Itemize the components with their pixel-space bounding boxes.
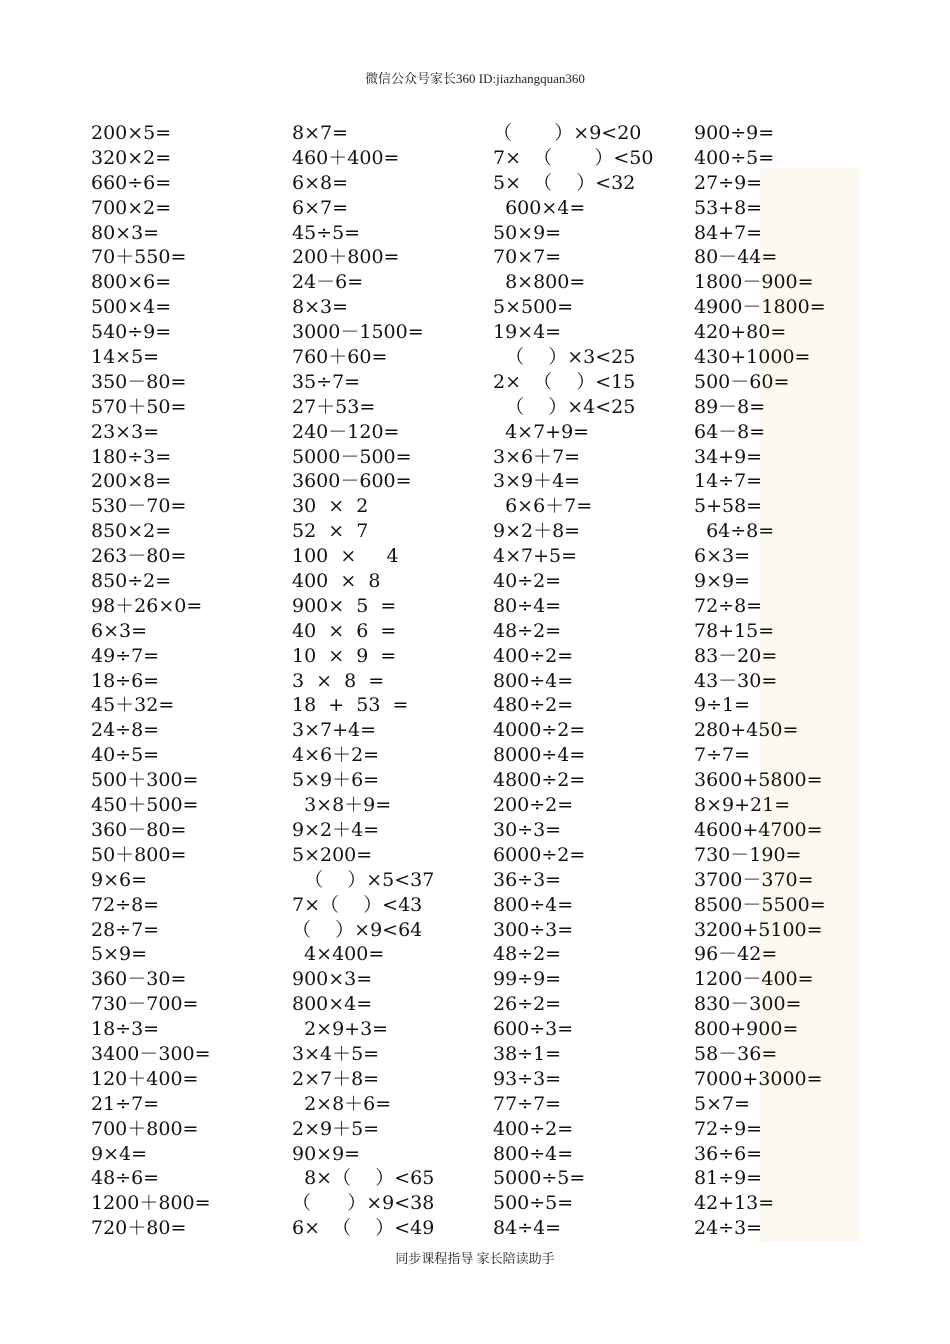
math-problem: 400÷2= — [493, 1117, 574, 1140]
math-problem: 99÷9= — [493, 968, 562, 991]
math-problem: 18 + 53 = — [292, 694, 409, 717]
math-problem: 81÷9= — [694, 1167, 763, 1190]
math-problem: 4600+4700= — [694, 818, 823, 841]
math-problem: 49÷7= — [91, 644, 160, 667]
math-problem: 6×3= — [694, 545, 751, 568]
math-problem: 96－42= — [694, 943, 778, 966]
math-problem: 70×7= — [493, 246, 562, 269]
math-problem: 45＋32= — [91, 694, 175, 717]
math-problem: 2×7＋8= — [292, 1067, 380, 1090]
math-problem: 10 × 9 = — [292, 644, 397, 667]
math-problem: （ ）×3<25 — [493, 346, 636, 369]
math-problem: 800÷4= — [493, 893, 574, 916]
math-problem: 8×（ ）<65 — [292, 1167, 435, 1190]
math-problem: 400÷5= — [694, 146, 775, 169]
math-problem: 9÷1= — [694, 694, 751, 717]
math-problem: 730－700= — [91, 993, 199, 1016]
math-problem: 800+900= — [694, 1018, 799, 1041]
math-problem: 50×9= — [493, 221, 562, 244]
math-problem: 2× （ ）<15 — [493, 370, 636, 393]
math-problem: 98＋26×0= — [91, 594, 203, 617]
math-problem: 5×200= — [292, 843, 373, 866]
math-problem: 700×2= — [91, 196, 172, 219]
math-problem: 360－80= — [91, 818, 187, 841]
math-problem: 540÷9= — [91, 321, 172, 344]
page-footer: 同步课程指导 家长陪读助手 — [395, 1251, 555, 1266]
math-problem: 34+9= — [694, 445, 763, 468]
problem-column-4 — [694, 121, 826, 1241]
math-problem: 350－80= — [91, 370, 187, 393]
math-problem: 300÷3= — [493, 918, 574, 941]
math-problem: 77÷7= — [493, 1092, 562, 1115]
math-problem: 36÷3= — [493, 868, 562, 891]
math-problem: 4×400= — [292, 943, 385, 966]
math-problem: 4800÷2= — [493, 769, 586, 792]
math-problem: 400 × 8 — [292, 570, 381, 593]
math-problem: 45÷5= — [292, 221, 361, 244]
math-problem: 400÷2= — [493, 644, 574, 667]
math-problem: 430+1000= — [694, 346, 811, 369]
math-problem: 4900－1800= — [694, 296, 826, 319]
math-problem: 900÷9= — [694, 122, 775, 144]
math-problem: 263－80= — [91, 545, 187, 568]
math-problem: 5×500= — [493, 296, 574, 319]
math-problem: 9×2＋8= — [493, 520, 581, 543]
math-problem: 40÷2= — [493, 570, 562, 593]
math-problem: 1800－900= — [694, 271, 814, 294]
math-problem: 200＋800= — [292, 246, 400, 269]
math-problem: 28÷7= — [91, 918, 160, 941]
math-problem: 240－120= — [292, 420, 400, 443]
math-problem: 70＋550= — [91, 246, 187, 269]
math-problem: 38÷1= — [493, 1042, 562, 1065]
math-problem: 700＋800= — [91, 1117, 199, 1140]
math-problem: 3×6＋7= — [493, 445, 581, 468]
math-problem: 48÷2= — [493, 619, 562, 642]
math-problem: 18÷3= — [91, 1018, 160, 1041]
math-problem: 64－8= — [694, 420, 766, 443]
problem-column-3 — [493, 121, 653, 1241]
math-problem: 3000－1500= — [292, 321, 424, 344]
math-problem: 5× （ ）<32 — [493, 171, 636, 194]
math-problem: 8×3= — [292, 296, 349, 319]
math-problem: 83－20= — [694, 644, 778, 667]
math-problem: 800÷4= — [493, 1142, 574, 1165]
math-problem: 90×9= — [292, 1142, 361, 1165]
math-problem: 6×3= — [91, 619, 148, 642]
math-problem: 7000+3000= — [694, 1067, 823, 1090]
math-problem: 72÷8= — [91, 893, 160, 916]
math-problem: 800×4= — [292, 993, 373, 1016]
math-problem: 80÷4= — [493, 594, 562, 617]
math-problem: 80×3= — [91, 221, 160, 244]
math-problem: 6× （ ）<49 — [292, 1217, 435, 1240]
math-problem: 6000÷2= — [493, 843, 586, 866]
math-problem: 27＋53= — [292, 395, 376, 418]
math-problem: 3×7+4= — [292, 719, 377, 742]
math-problem: 24÷3= — [694, 1217, 763, 1240]
math-problem: 2×9＋5= — [292, 1117, 380, 1140]
math-problem: 3400－300= — [91, 1042, 211, 1065]
math-problem: 3×8＋9= — [292, 794, 392, 817]
math-problem: 80－44= — [694, 246, 778, 269]
math-problem: 500－60= — [694, 370, 790, 393]
math-problem: 5+58= — [694, 495, 763, 518]
math-problem: 23×3= — [91, 420, 160, 443]
math-problem: 50＋800= — [91, 843, 187, 866]
math-problem: 2×9+3= — [292, 1018, 389, 1041]
math-problem: 8×800= — [493, 271, 586, 294]
math-problem: 850÷2= — [91, 570, 172, 593]
math-problem: 52 × 7 — [292, 520, 369, 543]
math-problem: 500×4= — [91, 296, 172, 319]
math-problem: 200×8= — [91, 470, 172, 493]
math-problem: 480÷2= — [493, 694, 574, 717]
math-problem: 4×7+5= — [493, 545, 578, 568]
math-problem: 800÷4= — [493, 669, 574, 692]
math-problem: 5000－500= — [292, 445, 412, 468]
math-problem: 460＋400= — [292, 146, 400, 169]
page-header: 微信公众号家长360 ID:jiazhangquan360 — [365, 71, 585, 86]
math-problem: 84+7= — [694, 221, 763, 244]
math-problem: （ ）×5<37 — [292, 868, 435, 891]
math-problem: 6×7= — [292, 196, 349, 219]
math-problem: 660÷6= — [91, 171, 172, 194]
math-problem: 7×（ ）<43 — [292, 893, 423, 916]
math-problem: 730－190= — [694, 843, 802, 866]
math-problem: 89－8= — [694, 395, 766, 418]
math-problem: 8×7= — [292, 122, 349, 144]
math-problem: 5×9＋6= — [292, 769, 380, 792]
math-problem: 72÷8= — [694, 594, 763, 617]
math-problem: 600÷3= — [493, 1018, 574, 1041]
math-problem: 84÷4= — [493, 1217, 562, 1240]
math-problem: 200×5= — [91, 122, 172, 144]
math-problem: 1200－400= — [694, 968, 814, 991]
math-problem: 600×4= — [493, 196, 586, 219]
math-problem: 7× （ ）<50 — [493, 146, 654, 169]
math-problem: 760＋60= — [292, 346, 388, 369]
math-problem: 48÷6= — [91, 1167, 160, 1190]
math-problem: 4×7+9= — [493, 420, 590, 443]
math-problem: 500＋300= — [91, 769, 199, 792]
math-problem: 27÷9= — [694, 171, 763, 194]
math-problem: 53+8= — [694, 196, 763, 219]
math-problem: 3 × 8 = — [292, 669, 385, 692]
math-problem: 14÷7= — [694, 470, 763, 493]
math-problem: 570＋50= — [91, 395, 187, 418]
math-problem: 500÷5= — [493, 1192, 574, 1215]
math-problem: 48÷2= — [493, 943, 562, 966]
math-problem: 530－70= — [91, 495, 187, 518]
math-problem: 420+80= — [694, 321, 787, 344]
math-problem: 100 × 4 — [292, 545, 399, 568]
math-problem: 5×7= — [694, 1092, 751, 1115]
math-problem: 830－300= — [694, 993, 802, 1016]
math-problem: 720＋80= — [91, 1217, 187, 1240]
math-problem: 320×2= — [91, 146, 172, 169]
math-problem: 3200+5100= — [694, 918, 823, 941]
math-problem: 800×6= — [91, 271, 172, 294]
math-problem: 36÷6= — [694, 1142, 763, 1165]
math-problem: 9×2＋4= — [292, 818, 380, 841]
math-problem: 35÷7= — [292, 370, 361, 393]
math-problem: 19×4= — [493, 321, 562, 344]
math-problem: （ ）×9<64 — [292, 918, 423, 941]
math-problem: 18÷6= — [91, 669, 160, 692]
math-problem: 24－6= — [292, 271, 364, 294]
math-problem: 120＋400= — [91, 1067, 199, 1090]
math-problem: 42+13= — [694, 1192, 775, 1215]
math-problem: 450＋500= — [91, 794, 199, 817]
math-problem: 2×8＋6= — [292, 1092, 392, 1115]
math-problem: 5×9= — [91, 943, 148, 966]
math-problem: 58－36= — [694, 1042, 778, 1065]
math-problem: 4000÷2= — [493, 719, 586, 742]
math-problem: 280+450= — [694, 719, 799, 742]
math-problem: 93÷3= — [493, 1067, 562, 1090]
math-problem: 850×2= — [91, 520, 172, 543]
math-problem: 3×9＋4= — [493, 470, 581, 493]
math-problem: 7÷7= — [694, 744, 751, 767]
math-problem: 3700－370= — [694, 868, 814, 891]
math-problem: 78+15= — [694, 619, 775, 642]
math-problem: 1200＋800= — [91, 1192, 211, 1215]
math-problem: 40÷5= — [91, 744, 160, 767]
math-problem: 8×9+21= — [694, 794, 791, 817]
math-problem: 6×8= — [292, 171, 349, 194]
math-problem: 26÷2= — [493, 993, 562, 1016]
math-problem: 40 × 6 = — [292, 619, 397, 642]
math-problem: 900× 5 = — [292, 594, 397, 617]
math-problem: （ ）×9<20 — [493, 122, 642, 144]
math-problem: 21÷7= — [91, 1092, 160, 1115]
math-problem: 200÷2= — [493, 794, 574, 817]
math-problem: 3×4＋5= — [292, 1042, 380, 1065]
math-problem: 24÷8= — [91, 719, 160, 742]
math-problem: 64÷8= — [694, 520, 775, 543]
math-problem: 30 × 2 — [292, 495, 369, 518]
math-problem: 72÷9= — [694, 1117, 763, 1140]
math-problem: 8500－5500= — [694, 893, 826, 916]
math-problem: 8000÷4= — [493, 744, 586, 767]
math-problem: 4×6＋2= — [292, 744, 380, 767]
math-problem: 3600－600= — [292, 470, 412, 493]
math-problem: 9×9= — [694, 570, 751, 593]
math-problem: 30÷3= — [493, 818, 562, 841]
math-problem: 9×6= — [91, 868, 148, 891]
math-problem: 43－30= — [694, 669, 778, 692]
math-problem: 9×4= — [91, 1142, 148, 1165]
math-problem: 900×3= — [292, 968, 373, 991]
math-problem: 3600+5800= — [694, 769, 823, 792]
math-problem: 360－30= — [91, 968, 187, 991]
math-problem: 5000÷5= — [493, 1167, 586, 1190]
math-problem: （ ）×4<25 — [493, 395, 636, 418]
problem-column-1 — [91, 121, 211, 1241]
math-problem: 14×5= — [91, 346, 160, 369]
math-problem: （ ）×9<38 — [292, 1192, 435, 1215]
math-problem: 6×6＋7= — [493, 495, 593, 518]
math-problem: 180÷3= — [91, 445, 172, 468]
problem-column-2 — [292, 121, 434, 1241]
